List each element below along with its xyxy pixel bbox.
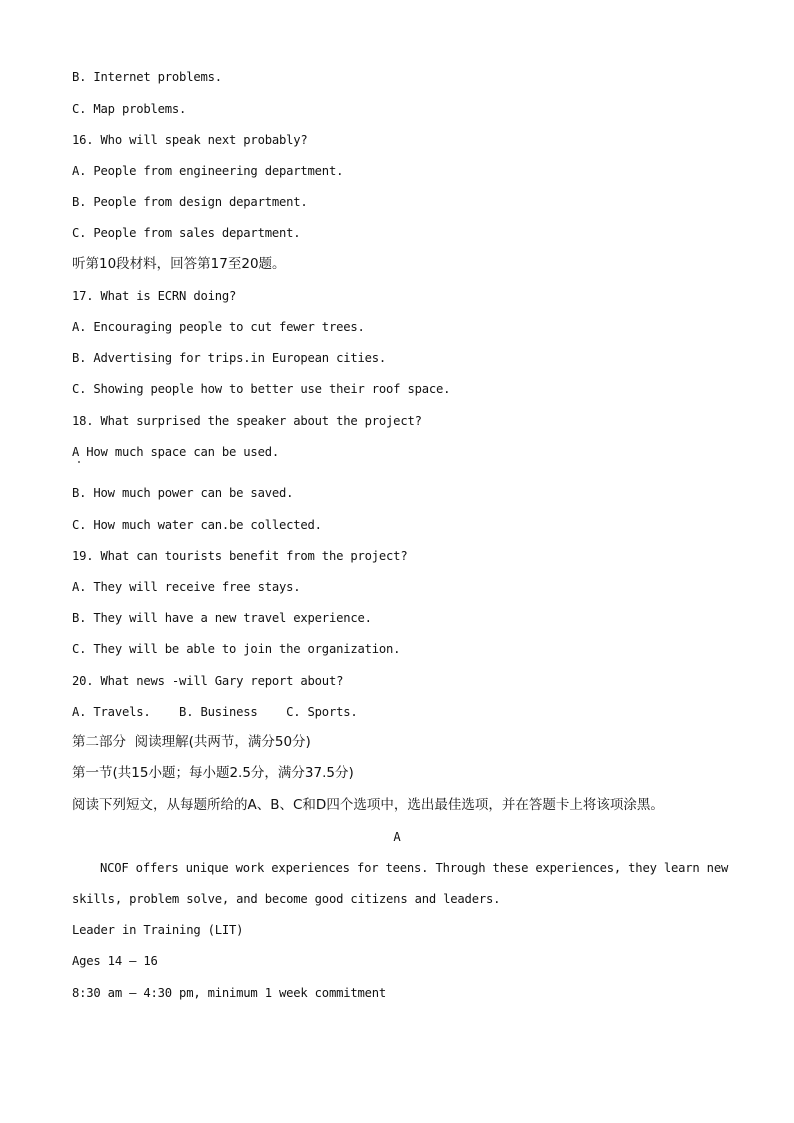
section-instruction-10: 听第10段材料，回答第17至20题。 [72,256,286,272]
program-ages: Ages 14 — 16 [72,954,158,968]
program-hours: 8:30 am — 4:30 pm, minimum 1 week commitment [72,986,387,1000]
q17-option-a: A. Encouraging people to cut fewer trees. [72,320,365,334]
q19-option-b: B. They will have a new travel experience. [72,611,372,625]
passage-paragraph-line-2: skills, problem solve, and become good citizens and leaders. [72,892,501,906]
q16-option-a: A. People from engineering department. [72,164,344,178]
part-two-heading: 第二部分 阅读理解(共两节，满分50分) [72,734,311,750]
q18-option-a: A How much space can be used. [72,445,279,459]
option-c-map: C. Map problems. [72,102,187,116]
reading-instruction: 阅读下列短文，从每题所给的A、B、C和D四个选项中，选出最佳选项，并在答题卡上将该项涂黑。 [72,797,664,813]
passage-paragraph-line-1: NCOF offers unique work experiences for teens. Through these experiences, they learn new [100,861,729,875]
question-16: 16. Who will speak next probably? [72,133,308,147]
stray-mark [78,461,80,463]
q18-option-c: C. How much water can.be collected. [72,518,322,532]
question-17: 17. What is ECRN doing? [72,289,237,303]
program-title: Leader in Training (LIT) [72,923,244,937]
option-b-internet: B. Internet problems. [72,70,222,84]
q19-option-c: C. They will be able to join the organization. [72,642,401,656]
question-18: 18. What surprised the speaker about the project? [72,414,422,428]
q17-option-b: B. Advertising for trips.in European cities. [72,351,387,365]
q20-options: A. Travels. B. Business C. Sports. [72,705,358,719]
question-20: 20. What news -will Gary report about? [72,674,344,688]
q16-option-c: C. People from sales department. [72,226,301,240]
q16-option-b: B. People from design department. [72,195,308,209]
section-one-heading: 第一节(共15小题；每小题2.5分，满分37.5分) [72,765,354,781]
passage-label-a: A [393,830,401,844]
q18-option-b: B. How much power can be saved. [72,486,294,500]
q19-option-a: A. They will receive free stays. [72,580,301,594]
question-19: 19. What can tourists benefit from the project? [72,549,408,563]
q17-option-c: C. Showing people how to better use their roof space. [72,382,451,396]
